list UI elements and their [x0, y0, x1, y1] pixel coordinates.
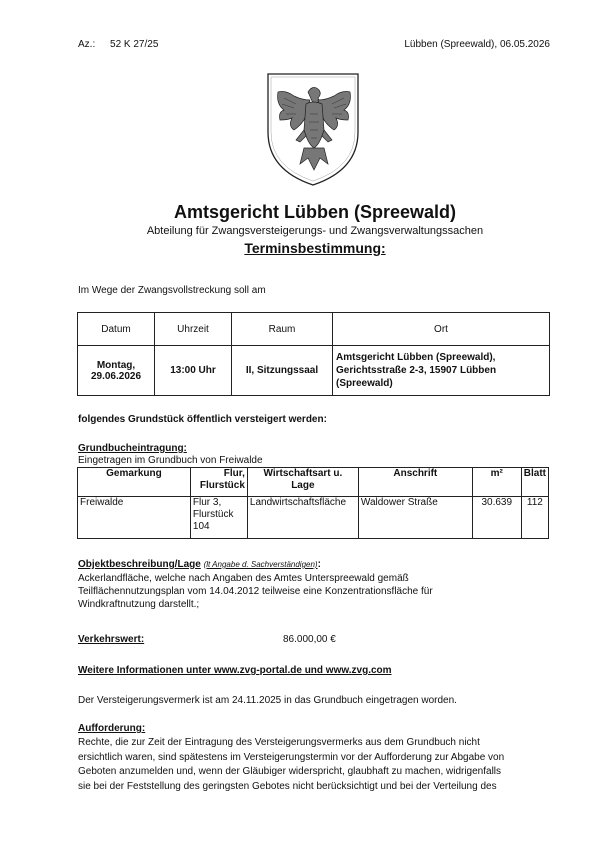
request-heading: Aufforderung: — [78, 723, 146, 734]
column-header-area: m² — [472, 468, 521, 497]
cell-blatt: 112 — [521, 497, 548, 539]
request-text — [78, 736, 504, 794]
schedule-room: II, Sitzungssaal — [232, 346, 333, 396]
cell-area: 30.639 — [472, 497, 521, 539]
object-description-line: Teilflächennutzungsplan vom 14.04.2012 teilweise eine Konzentrationsfläche für — [78, 586, 433, 597]
case-number-label: Az.: — [78, 39, 96, 50]
column-header-wirtschaftsart-line: Wirtschaftsart u. — [263, 468, 343, 479]
column-header-flur — [190, 468, 247, 497]
schedule-header-date: Datum — [78, 313, 155, 346]
land-register-table — [77, 467, 549, 539]
market-value-label: Verkehrswert: — [78, 634, 145, 645]
intro-text: Im Wege der Zwangsvollstreckung soll am — [78, 285, 266, 296]
land-register-heading: Grundbucheintragung: — [78, 443, 187, 454]
object-description-line: Windkraftnutzung darstellt.; — [78, 599, 200, 610]
request-text-line: Rechte, die zur Zeit der Eintragung des Versteigerungsvermerks aus dem Grundbuch nicht — [78, 737, 480, 748]
schedule-place-line: (Spreewald) — [336, 378, 393, 389]
object-description-line: Ackerlandfläche, welche nach Angaben des Amtes Unterspreewald gemäß — [78, 573, 409, 584]
cell-gemarkung: Freiwalde — [78, 497, 191, 539]
object-heading-note: (lt Angabe d. Sachverständigen) — [203, 560, 318, 569]
schedule-date-weekday: Montag, — [96, 359, 136, 371]
object-heading-colon: : — [317, 559, 321, 570]
column-header-flur-line: Flur, — [223, 468, 245, 479]
schedule-table — [77, 312, 550, 396]
document-title: Terminsbestimmung: — [244, 240, 386, 256]
schedule-header-place: Ort — [333, 313, 550, 346]
more-info-line: Weitere Informationen unter www.zvg-portal.de und www.zvg.com — [78, 665, 392, 676]
column-header-wirtschaftsart — [247, 468, 358, 497]
case-number — [78, 38, 158, 51]
land-register-source: Eingetragen im Grundbuch von Freiwalde — [78, 455, 263, 466]
cell-flur-line: 104 — [192, 521, 210, 532]
cell-wirtschaftsart: Landwirtschaftsfläche — [247, 497, 358, 539]
market-value-amount: 86.000,00 € — [283, 634, 336, 645]
schedule-date — [78, 346, 155, 396]
schedule-date-value: 29.06.2026 — [90, 370, 142, 382]
request-text-line: Geboten anzumelden und, wenn der Gläubiger widerspricht, glaubhaft zu machen, widrigenfalls — [78, 766, 502, 777]
auction-sentence: folgendes Grundstück öffentlich versteigert werden: — [78, 414, 327, 425]
court-name: Amtsgericht Lübben (Spreewald) — [173, 202, 457, 222]
schedule-time: 13:00 Uhr — [155, 346, 232, 396]
registration-note: Der Versteigerungsvermerk ist am 24.11.2025 in das Grundbuch eingetragen worden. — [78, 695, 457, 706]
object-heading-label: Objektbeschreibung/Lage — [78, 559, 201, 570]
column-header-flur-line: Flurstück — [199, 480, 245, 491]
brandenburg-eagle-icon — [264, 70, 362, 188]
cell-anschrift: Waldower Straße — [358, 497, 472, 539]
column-header-blatt: Blatt — [521, 468, 548, 497]
object-description — [78, 572, 433, 611]
column-header-anschrift: Anschrift — [358, 468, 472, 497]
cell-flur-line: Flur 3, — [192, 497, 222, 508]
schedule-header-time: Uhrzeit — [155, 313, 232, 346]
cell-flur — [190, 497, 247, 539]
object-heading — [78, 558, 321, 571]
schedule-header-room: Raum — [232, 313, 333, 346]
schedule-place-line: Gerichtsstraße 2-3, 15907 Lübben — [336, 365, 497, 376]
request-text-line: sie bei der Feststellung des geringsten Gebotes nicht berücksichtigt und bei der Verteilung des — [78, 780, 497, 792]
court-department: Abteilung für Zwangsversteigerungs- und Zwangsverwaltungssachen — [146, 225, 484, 237]
cell-flur-line: Flurstück — [192, 509, 234, 520]
schedule-place — [333, 346, 550, 396]
request-text-line: ersichtlich waren, sind spätestens im Versteigerungstermin vor der Aufforderung zur Abgabe von — [78, 751, 505, 763]
table-row — [78, 497, 549, 539]
column-header-gemarkung: Gemarkung — [78, 468, 191, 497]
case-number-value: 52 K 27/25 — [110, 39, 159, 50]
column-header-wirtschaftsart-line: Lage — [291, 480, 315, 491]
place-date: Lübben (Spreewald), 06.05.2026 — [404, 39, 550, 50]
schedule-place-line: Amtsgericht Lübben (Spreewald), — [336, 352, 496, 363]
